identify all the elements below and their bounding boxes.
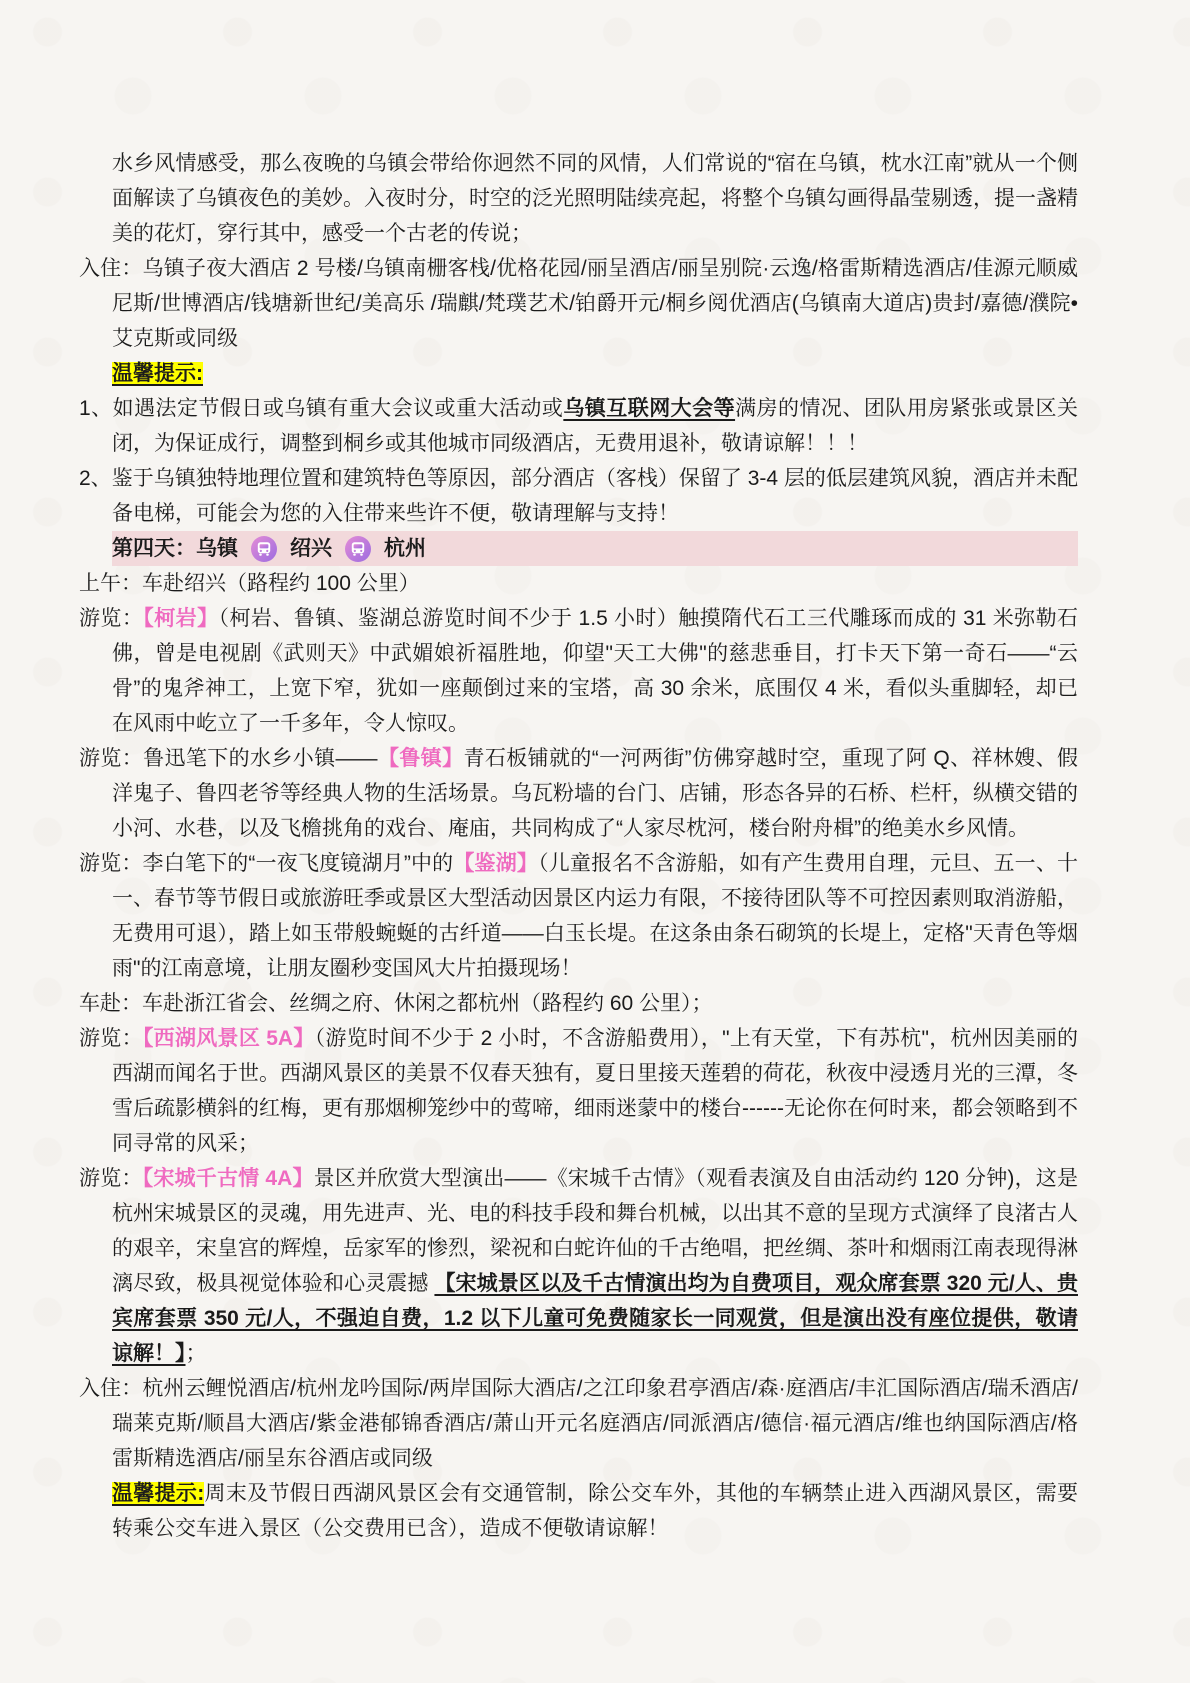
day4-header-bar: [112, 531, 1078, 566]
itinerary-paragraph: [112, 1476, 1078, 1546]
day-stop-city: 乌镇: [196, 537, 238, 560]
attraction-keyword: 【柯岩】: [143, 607, 219, 630]
text-segment: 景区并欣赏大型演出——《宋城千古情》（观看表演及自由活动约 120 分钟)，这是杭州宋城景区的灵魂，用先进声、光、电的科技手段和舞台机械，以出其不意的呈现方式演绎了良渚古人的艰辛，宋皇宫的辉煌，岳家军的惨烈，梁祝和白蛇许仙的千古绝唱，把丝绸、茶叶和烟雨江南表现得淋漓尽致，极具视觉体验和心灵震撼: [112, 1167, 1079, 1295]
itinerary-paragraph: [79, 461, 1078, 531]
text-segment: 青石板铺就的“一河两街”仿佛穿越时空，重现了阿 Q、祥林嫂、假洋鬼子、鲁四老爷等经典人物的生活场景。乌瓦粉墙的台门、店铺，形态各异的石桥、栏杆，纵横交错的小河、水巷，以及飞檐挑角的戏台、庵庙，共同构成了“人家尽枕河，楼台附舟楫”的绝美水乡风情。: [112, 747, 1079, 840]
text-segment: 1、如遇法定节假日或乌镇有重大会议或重大活动或: [79, 397, 564, 420]
emphasized-text: 乌镇互联网大会等: [563, 397, 736, 420]
itinerary-paragraph: [79, 741, 1079, 846]
day-stop-city: 杭州: [384, 537, 426, 560]
itinerary-paragraph: [79, 566, 1078, 601]
attraction-keyword: 【鉴湖】: [453, 852, 539, 875]
attraction-keyword: 【鲁镇】: [377, 747, 464, 770]
text-segment: 周末及节假日西湖风景区会有交通管制，除公交车外，其他的车辆禁止进入西湖风景区，需要转乘公交车进入景区（公交费用已含），造成不便敬请谅解！: [112, 1482, 1079, 1540]
day-stop-city: 绍兴: [290, 537, 332, 560]
text-segment: 游览：: [79, 607, 144, 630]
itinerary-paragraph: [79, 986, 1078, 1021]
text-segment: （儿童报名不含游船，如有产生费用自理，元旦、五一、十一、春节等节假日或旅游旺季或景区大型活动因景区内运力有限，不接待团队等不可控因素则取消游船，无费用可退），踏上如玉带般蜿蜒的古纤道——白玉长堤。在这条由条石砌筑的长堤上，定格"天青色等烟雨"的江南意境，让朋友圈秒变国风大片拍摄现场！: [112, 852, 1079, 980]
notice-label: 温馨提示:: [112, 1482, 205, 1505]
text-segment: ；: [185, 1342, 207, 1365]
itinerary-paragraph: [79, 1021, 1078, 1161]
text-segment: 游览：鲁迅笔下的水乡小镇——: [79, 747, 378, 770]
text-segment: 游览：: [79, 1167, 143, 1190]
notice-label: 温馨提示:: [112, 362, 203, 385]
text-segment: 2、鉴于乌镇独特地理位置和建筑特色等原因，部分酒店（客栈）保留了 3-4 层的低层建筑风貌，酒店并未配备电梯，可能会为您的入住带来些许不便，敬请理解与支持！: [79, 467, 1078, 525]
itinerary-paragraph: [79, 846, 1079, 986]
day-label: 第四天：: [112, 537, 196, 560]
bus-icon: [345, 536, 371, 562]
text-segment: 入住：乌镇子夜大酒店 2 号楼/乌镇南栅客栈/优格花园/丽呈酒店/丽呈别院·云逸/格雷斯精选酒店/佳源元顺威尼斯/世博酒店/钱塘新世纪/美高乐 /瑞麒/梵璞艺术/铂爵开元/桐乡阅优酒店(乌镇南大道店)贵封/嘉德/濮院•艾克斯或同级: [79, 257, 1078, 350]
itinerary-content: [79, 146, 1079, 1546]
text-segment: （柯岩、鲁镇、鉴湖总游览时间不少于 1.5 小时）触摸隋代石工三代雕琢而成的 31 米弥勒石佛，曾是电视剧《武则天》中武媚娘祈福胜地，仰望"天工大佛"的慈悲垂目，打卡天下第一奇石——“云骨”的鬼斧神工，上宽下窄，犹如一座颠倒过来的宝塔，高 30 余米，底围仅 4 米，看似头重脚轻，却已在风雨中屹立了一千多年，令人惊叹。: [112, 607, 1079, 735]
itinerary-paragraph: [112, 356, 1078, 391]
text-segment: （游览时间不少于 2 小时，不含游船费用），"上有天堂，下有苏杭"，杭州因美丽的西湖而闻名于世。西湖风景区的美景不仅春天独有，夏日里接天莲碧的荷花，秋夜中浸透月光的三潭，冬雪后疏影横斜的红梅，更有那烟柳笼纱中的莺啼，细雨迷蒙中的楼台------无论你在何时来，都会领略到不同寻常的风采；: [112, 1027, 1078, 1155]
itinerary-paragraph: [79, 391, 1079, 461]
text-segment: 上午：车赴绍兴（路程约 100 公里）: [79, 572, 420, 595]
text-segment: 车赴：车赴浙江省会、丝绸之府、休闲之都杭州（路程约 60 公里）；: [79, 992, 713, 1015]
text-segment: 水乡风情感受，那么夜晚的乌镇会带给你迥然不同的风情，人们常说的“宿在乌镇，枕水江南”就从一个侧面解读了乌镇夜色的美妙。入夜时分，时空的泛光照明陆续亮起，将整个乌镇勾画得晶莹剔透，提一盏精美的花灯，穿行其中，感受一个古老的传说；: [112, 152, 1078, 245]
attraction-keyword: 【宋城千古情 4A】: [142, 1167, 314, 1190]
text-segment: 满房的情况、团队用房紧张或景区关闭，为保证成行，调整到桐乡或其他城市同级酒店，无费用退补，敬请谅解！！！: [112, 397, 1079, 455]
itinerary-paragraph: [79, 601, 1079, 741]
itinerary-paragraph: [79, 251, 1078, 356]
text-segment: 游览：: [79, 1027, 143, 1050]
text-segment: 入住：杭州云鲤悦酒店/杭州龙吟国际/两岸国际大酒店/之江印象君亭酒店/森·庭酒店/丰汇国际酒店/瑞禾酒店/瑞莱克斯/顺昌大酒店/紫金港郁锦香酒店/萧山开元名庭酒店/同派酒店/德信·福元酒店/维也纳国际酒店/格雷斯精选酒店/丽呈东谷酒店或同级: [79, 1377, 1078, 1470]
bus-icon: [251, 536, 277, 562]
attraction-keyword: 【西湖风景区 5A】: [142, 1027, 315, 1050]
text-segment: 游览：李白笔下的“一夜飞度镜湖月”中的: [79, 852, 454, 875]
itinerary-paragraph: [112, 146, 1078, 251]
emphasized-text: 【宋城景区以及千古情演出均为自费项目，观众席套票 320 元/人、贵宾席套票 350 元/人，不强迫自费，1.2 以下儿童可免费随家长一同观赏，但是演出没有座位提供，敬请谅解！】: [112, 1272, 1078, 1365]
itinerary-paragraph: [79, 1161, 1079, 1371]
itinerary-paragraph: [79, 1371, 1078, 1476]
